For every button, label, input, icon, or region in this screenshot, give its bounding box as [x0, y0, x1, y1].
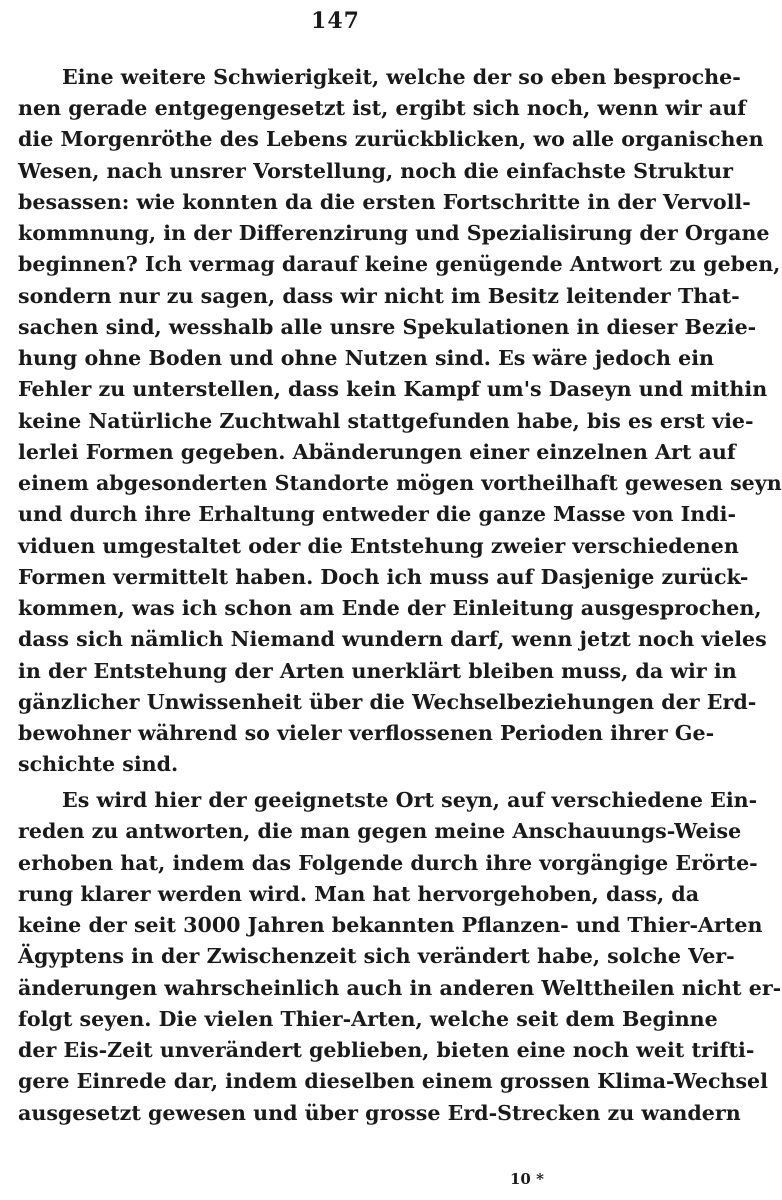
- text-line: beginnen? Ich vermag darauf keine genügende Antwort zu geben,: [18, 252, 781, 276]
- text-line: bewohner während so vieler verflossenen Perioden ihrer Ge-: [18, 721, 715, 745]
- text-line: viduen umgestaltet oder die Entstehung zweier verschiedenen: [18, 534, 739, 558]
- text-line: sachen sind, wesshalb alle unsre Spekulationen in dieser Bezie-: [18, 315, 757, 339]
- text-line: lerlei Formen gegeben. Abänderungen einer einzelnen Art auf: [18, 440, 736, 464]
- signature-mark: 10 *: [510, 1170, 544, 1188]
- text-line: hung ohne Boden und ohne Nutzen sind. Es wäre jedoch ein: [18, 346, 714, 370]
- text-line: keine Natürliche Zuchtwahl stattgefunden habe, bis es erst vie-: [18, 409, 754, 433]
- text-line: reden zu antworten, die man gegen meine Anschauungs-Weise: [18, 819, 742, 843]
- text-line: gere Einrede dar, indem dieselben einem grossen Klima-Wechsel: [18, 1069, 768, 1093]
- text-line: Eine weitere Schwierigkeit, welche der so eben besproche-: [62, 65, 741, 89]
- text-line: besassen: wie konnten da die ersten Fortschritte in der Vervoll-: [18, 190, 751, 214]
- text-line: der Eis-Zeit unverändert geblieben, bieten eine noch weit trifti-: [18, 1038, 755, 1062]
- text-line: Ägyptens in der Zwischenzeit sich verändert habe, solche Ver-: [18, 944, 735, 968]
- text-line: Fehler zu unterstellen, dass kein Kampf um's Daseyn und mithin: [18, 377, 768, 401]
- text-line: dass sich nämlich Niemand wundern darf, wenn jetzt noch vieles: [18, 627, 767, 651]
- text-line: und durch ihre Erhaltung entweder die ganze Masse von Indi-: [18, 502, 736, 526]
- page-number: 147: [311, 8, 360, 34]
- text-line: kommnung, in der Differenzirung und Spezialisirung der Organe: [18, 221, 770, 245]
- text-line: folgt seyen. Die vielen Thier-Arten, welche seit dem Beginne: [18, 1007, 718, 1031]
- text-line: kommen, was ich schon am Ende der Einleitung ausgesprochen,: [18, 596, 762, 620]
- text-line: Formen vermittelt haben. Doch ich muss auf Dasjenige zurück-: [18, 565, 749, 589]
- text-line: nen gerade entgegengesetzt ist, ergibt sich noch, wenn wir auf: [18, 96, 747, 120]
- text-line: einem abgesonderten Standorte mögen vortheilhaft gewesen seyn: [18, 471, 782, 495]
- text-line: Wesen, nach unsrer Vorstellung, noch die einfachste Struktur: [18, 159, 733, 183]
- text-line: änderungen wahrscheinlich auch in anderen Welttheilen nicht er-: [18, 976, 782, 1000]
- text-line: schichte sind.: [18, 752, 179, 776]
- text-line: sondern nur zu sagen, dass wir nicht im Besitz leitender That-: [18, 284, 740, 308]
- text-line: ausgesetzt gewesen und über grosse Erd-Strecken zu wandern: [18, 1101, 741, 1125]
- text-line: Es wird hier der geeignetste Ort seyn, auf verschiedene Ein-: [62, 788, 758, 812]
- text-line: gänzlicher Unwissenheit über die Wechselbeziehungen der Erd-: [18, 690, 757, 714]
- text-line: erhoben hat, indem das Folgende durch ihre vorgängige Erörte-: [18, 851, 758, 875]
- text-line: die Morgenröthe des Lebens zurückblicken, wo alle organischen: [18, 127, 764, 151]
- text-line: keine der seit 3000 Jahren bekannten Pflanzen- und Thier-Arten: [18, 913, 763, 937]
- text-line: rung klarer werden wird. Man hat hervorgehoben, dass, da: [18, 882, 700, 906]
- text-line: in der Entstehung der Arten unerklärt bleiben muss, da wir in: [18, 659, 737, 683]
